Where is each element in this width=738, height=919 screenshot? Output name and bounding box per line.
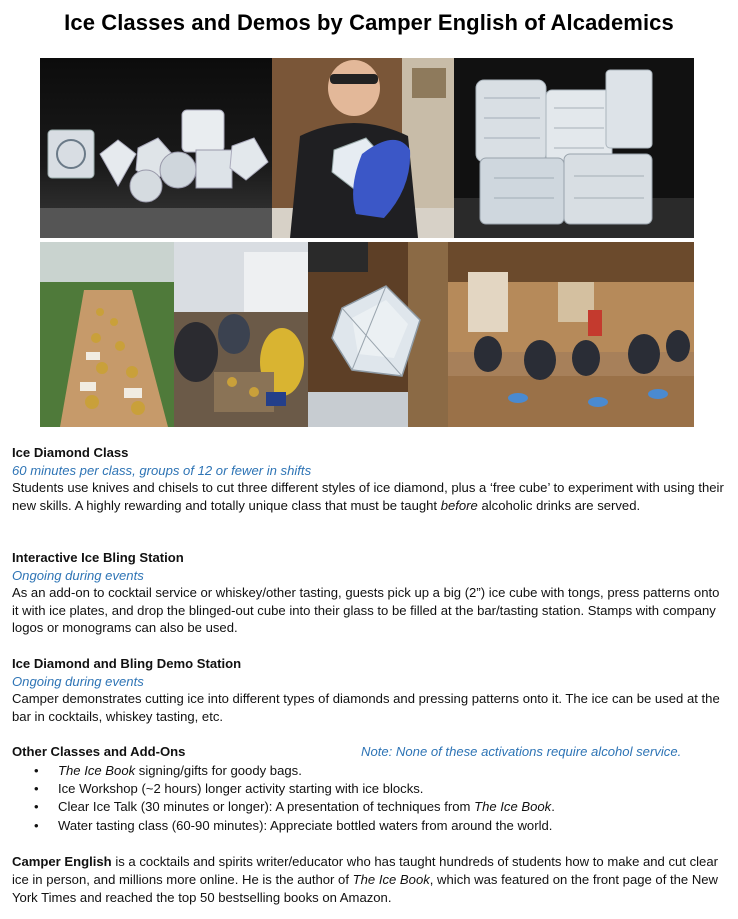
add-ons-list bbox=[12, 762, 555, 835]
section-heading: Other Classes and Add-Ons bbox=[12, 744, 186, 759]
bullet: • bbox=[34, 799, 39, 815]
list-item: • Ice Workshop (~2 hours) longer activity starting with ice blocks. bbox=[12, 780, 555, 798]
bullet: • bbox=[34, 763, 39, 778]
indoor-class-photo bbox=[448, 242, 694, 427]
bullet: • bbox=[34, 817, 39, 833]
section-heading: Ice Diamond Class bbox=[12, 445, 129, 460]
list-item: • The Ice Book signing/gifts for goody bags. bbox=[12, 762, 555, 780]
section-body: Camper demonstrates cutting ice into different types of diamonds and pressing patterns onto it. The ice can be used at the bar in cocktails, whiskey tasting, etc. bbox=[12, 691, 720, 724]
list-item: • Water tasting class (60-90 minutes): Appreciate bottled waters from around the world. bbox=[12, 817, 555, 835]
list-item: • Clear Ice Talk (30 minutes or longer): A presentation of techniques from The Ice Book. bbox=[12, 798, 555, 816]
camper-holding-ice-photo bbox=[272, 58, 454, 238]
section-subheading: 60 minutes per class, groups of 12 or fewer in shifts bbox=[12, 462, 312, 478]
book-title: The Ice Book bbox=[352, 872, 430, 887]
ice-bling-station-section bbox=[12, 549, 726, 637]
ice-diamonds-photo bbox=[40, 58, 272, 238]
ice-diamond-closeup-photo bbox=[308, 242, 448, 427]
textured-ice-cubes-photo bbox=[454, 58, 694, 238]
alcohol-note: Note: None of these activations require alcohol service. bbox=[361, 744, 682, 759]
author-bio: Camper English is a cocktails and spirits writer/educator who has taught hundreds of students how to make and cut clear ice in person, and millions more online. He is the author of The Ice Book, which was featured on the front page of the New York Times and reached the top 50 bestselling books on Amazon. bbox=[12, 854, 719, 905]
section-heading: Ice Diamond and Bling Demo Station bbox=[12, 656, 242, 671]
author-name: Camper English bbox=[12, 854, 112, 869]
section-subheading: Ongoing during events bbox=[12, 673, 144, 689]
section-body: Students use knives and chisels to cut three different styles of ice diamond, plus a ‘free cube’ to experiment with using their new skills. A highly rewarding and totally unique class that must be taught before alcoholic drinks are served. bbox=[12, 480, 724, 513]
section-body: As an add-on to cocktail service or whiskey/other tasting, guests pick up a big (2”) ice cube with tongs, press patterns onto it with ice plates, and drop the blinged-out cube into their glass to be filled at the bar/tasting station. Stamps with company logos or monograms can also be used. bbox=[12, 585, 720, 636]
page-title: Ice Classes and Demos by Camper English of Alcademics bbox=[64, 10, 674, 35]
outdoor-class-table-photo bbox=[40, 242, 174, 427]
section-subheading: Ongoing during events bbox=[12, 567, 144, 583]
bullet: • bbox=[34, 781, 39, 797]
ice-diamond-class-section bbox=[12, 444, 726, 514]
students-carving-photo bbox=[174, 242, 308, 427]
section-heading: Interactive Ice Bling Station bbox=[12, 550, 184, 565]
demo-station-section bbox=[12, 655, 726, 725]
